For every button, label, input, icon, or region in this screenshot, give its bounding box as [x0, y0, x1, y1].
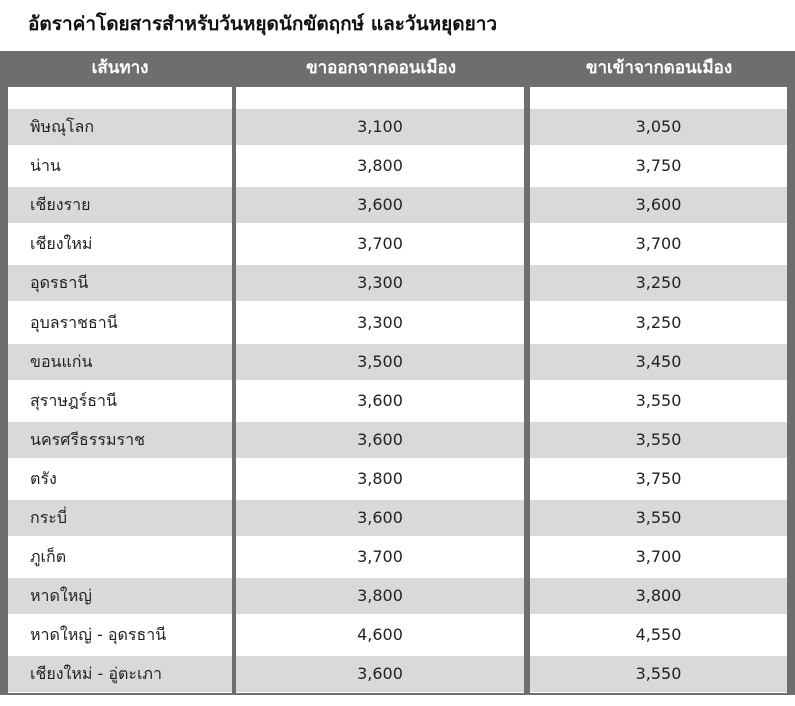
- cell-outbound: 3,800: [236, 578, 524, 614]
- cell-route: หาดใหญ่ - อุดรธานี: [8, 617, 232, 653]
- cell-outbound: 3,600: [236, 383, 524, 419]
- cell-route: อุบลราชธานี: [8, 305, 232, 341]
- column-outbound: [236, 87, 524, 693]
- cell-route: นครศรีธรรมราช: [8, 422, 232, 458]
- cell-route: เชียงใหม่ - อู่ตะเภา: [8, 656, 232, 692]
- cell-outbound: 3,600: [236, 422, 524, 458]
- cell-inbound: 3,250: [530, 305, 787, 341]
- cell-inbound: 3,550: [530, 500, 787, 536]
- header-route: เส้นทาง: [91, 58, 149, 78]
- cell-inbound: 3,800: [530, 578, 787, 614]
- cell-inbound: 3,700: [530, 539, 787, 575]
- table-header: [0, 51, 795, 86]
- cell-route: เชียงราย: [8, 187, 232, 223]
- cell-inbound: 3,700: [530, 226, 787, 262]
- cell-inbound: 3,550: [530, 383, 787, 419]
- cell-route: เชียงใหม่: [8, 226, 232, 262]
- cell-outbound: 4,600: [236, 617, 524, 653]
- cell-inbound: 3,750: [530, 148, 787, 184]
- cell-outbound: 3,700: [236, 226, 524, 262]
- cell-route: อุดรธานี: [8, 265, 232, 301]
- header-inbound: ขาเข้าจากดอนเมือง: [585, 58, 733, 78]
- cell-outbound: 3,300: [236, 305, 524, 341]
- cell-outbound: 3,300: [236, 265, 524, 301]
- column-inbound: [530, 87, 787, 693]
- cell-inbound: 3,050: [530, 109, 787, 145]
- cell-route: สุราษฎร์ธานี: [8, 383, 232, 419]
- cell-outbound: 3,600: [236, 187, 524, 223]
- cell-route: พิษณุโลก: [8, 109, 232, 145]
- cell-outbound: 3,800: [236, 148, 524, 184]
- page-title: อัตราค่าโดยสารสำหรับวันหยุดนักขัตฤกษ์ และวันหยุดยาว: [28, 13, 498, 35]
- cell-inbound: 4,550: [530, 617, 787, 653]
- cell-inbound: 3,550: [530, 422, 787, 458]
- cell-route: กระบี่: [8, 500, 232, 536]
- cell-route: ภูเก็ต: [8, 539, 232, 575]
- cell-route: ตรัง: [8, 461, 232, 497]
- header-outbound: ขาออกจากดอนเมือง: [305, 58, 457, 78]
- cell-outbound: 3,100: [236, 109, 524, 145]
- fare-table: [0, 51, 795, 695]
- cell-outbound: 3,600: [236, 656, 524, 692]
- cell-outbound: 3,800: [236, 461, 524, 497]
- cell-inbound: 3,750: [530, 461, 787, 497]
- cell-route: น่าน: [8, 148, 232, 184]
- cell-outbound: 3,500: [236, 344, 524, 380]
- cell-inbound: 3,550: [530, 656, 787, 692]
- cell-outbound: 3,600: [236, 500, 524, 536]
- cell-inbound: 3,250: [530, 265, 787, 301]
- cell-inbound: 3,600: [530, 187, 787, 223]
- cell-route: หาดใหญ่: [8, 578, 232, 614]
- cell-route: ขอนแก่น: [8, 344, 232, 380]
- cell-inbound: 3,450: [530, 344, 787, 380]
- cell-outbound: 3,700: [236, 539, 524, 575]
- column-route: [8, 87, 232, 693]
